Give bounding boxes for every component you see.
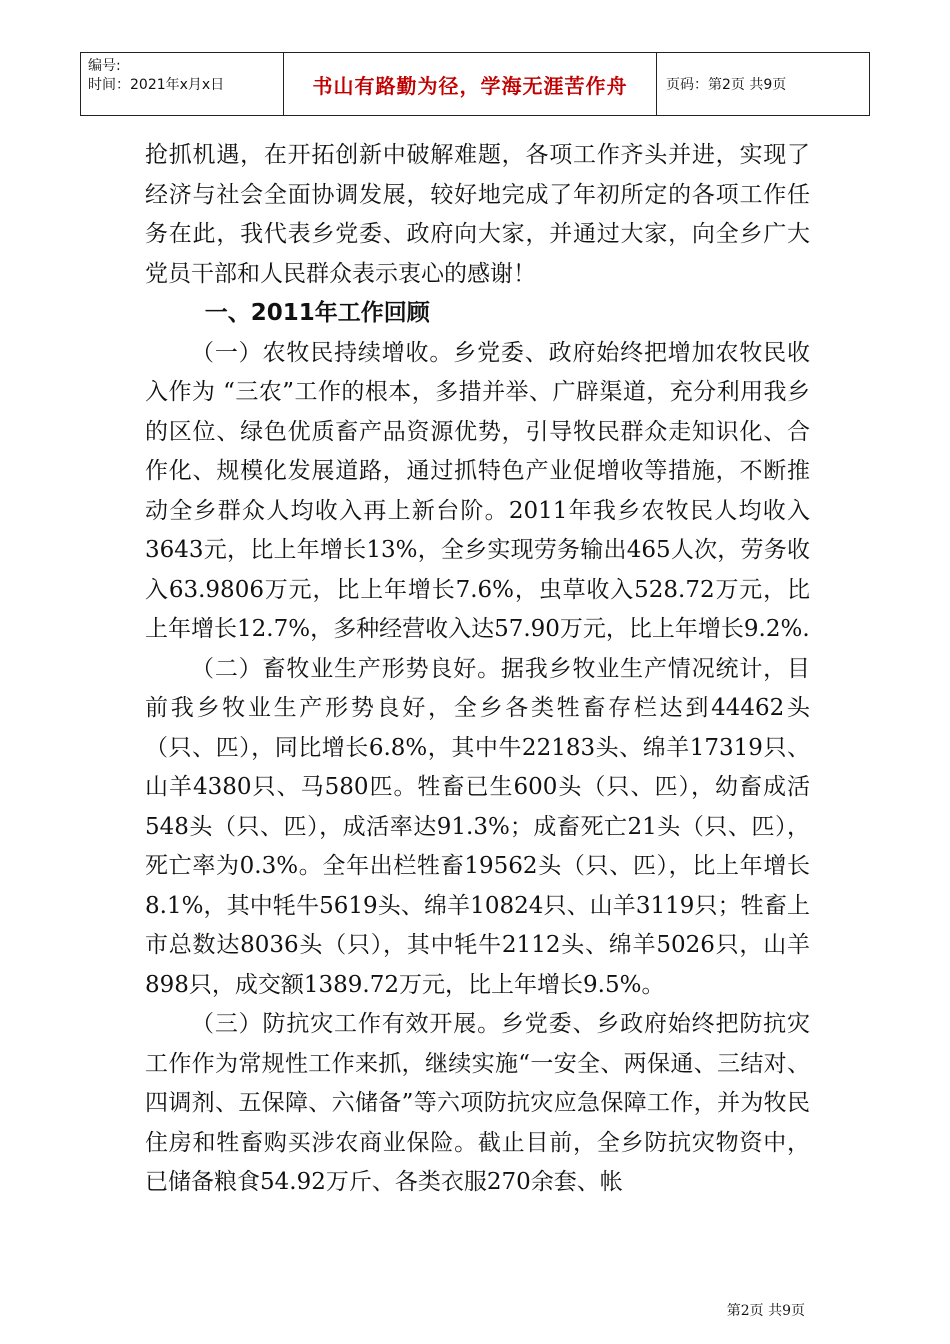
document-number-label: 编号: xyxy=(88,58,121,74)
paragraph-income: （一）农牧民持续增收。乡党委、政府始终把增加农牧民收入作为 “三农”工作的根本，多措并举、广辟渠道，充分利用我乡的区位、绿色优质畜产品资源优势，引导牧民群众走知识化、合作化、规模化发展道路，通过抓特色产业促增收等措施，不断推动全乡群众人均收入再上新台阶。2011年我乡农牧民人均收入3643元，比上年增长13%，全乡实现劳务输出465人次，劳务收入63.9806万元，比上年增长7.6%，虫草收入528.72万元，比上年增长12.7%，多种经营收入达57.90万元，比上年增长9.2%. xyxy=(145,339,810,642)
document-body xyxy=(145,136,810,1203)
header-meta xyxy=(81,53,284,115)
header-page-info xyxy=(657,53,869,115)
page-footer xyxy=(727,1300,805,1320)
page-header xyxy=(80,52,870,116)
motto-text: 书山有路勤为径，学海无涯苦作舟 xyxy=(312,73,628,98)
paragraph-livestock: （二）畜牧业生产形势良好。据我乡牧业生产情况统计，目前我乡牧业生产形势良好，全乡各类牲畜存栏达到44462头（只、匹），同比增长6.8%，其中牛22183头、绵羊17319只、山羊4380只、马580匹。牲畜已生600头（只、匹），幼畜成活548头（只、匹），成活率达91.3%；成畜死亡21头（只、匹），死亡率为0.3%。全年出栏牲畜19562头（只、匹），比上年增长8.1%，其中牦牛5619头、绵羊10824只、山羊3119只；牲畜上市总数达8036头（只），其中牦牛2112头、绵羊5026只，山羊898只，成交额1389.72万元，比上年增长9.5%。 xyxy=(145,655,810,998)
section-heading: 一、2011年工作回顾 xyxy=(204,300,430,326)
paragraph-disaster-prevention: （三）防抗灾工作有效开展。乡党委、乡政府始终把防抗灾工作作为常规性工作来抓，继续实施“一安全、两保通、三结对、四调剂、五保障、六储备”等六项防抗灾应急保障工作，并为牧民住房和牲畜购买涉农商业保险。截止目前，全乡防抗灾物资中，已储备粮食54.92万斤、各类衣服270余套、帐 xyxy=(145,1011,810,1195)
header-motto xyxy=(284,53,657,115)
document-time-label: 时间：2021年x月x日 xyxy=(88,77,225,93)
header-page-number: 页码：第2页 共9页 xyxy=(666,77,787,93)
footer-page-number: 第2页 共9页 xyxy=(726,1303,805,1319)
paragraph-continuation: 抢抓机遇，在开拓创新中破解难题，各项工作齐头并进，实现了经济与社会全面协调发展，较好地完成了年初所定的各项工作任务在此，我代表乡党委、政府向大家，并通过大家，向全乡广大党员干部和人民群众表示衷心的感谢！ xyxy=(145,142,810,287)
